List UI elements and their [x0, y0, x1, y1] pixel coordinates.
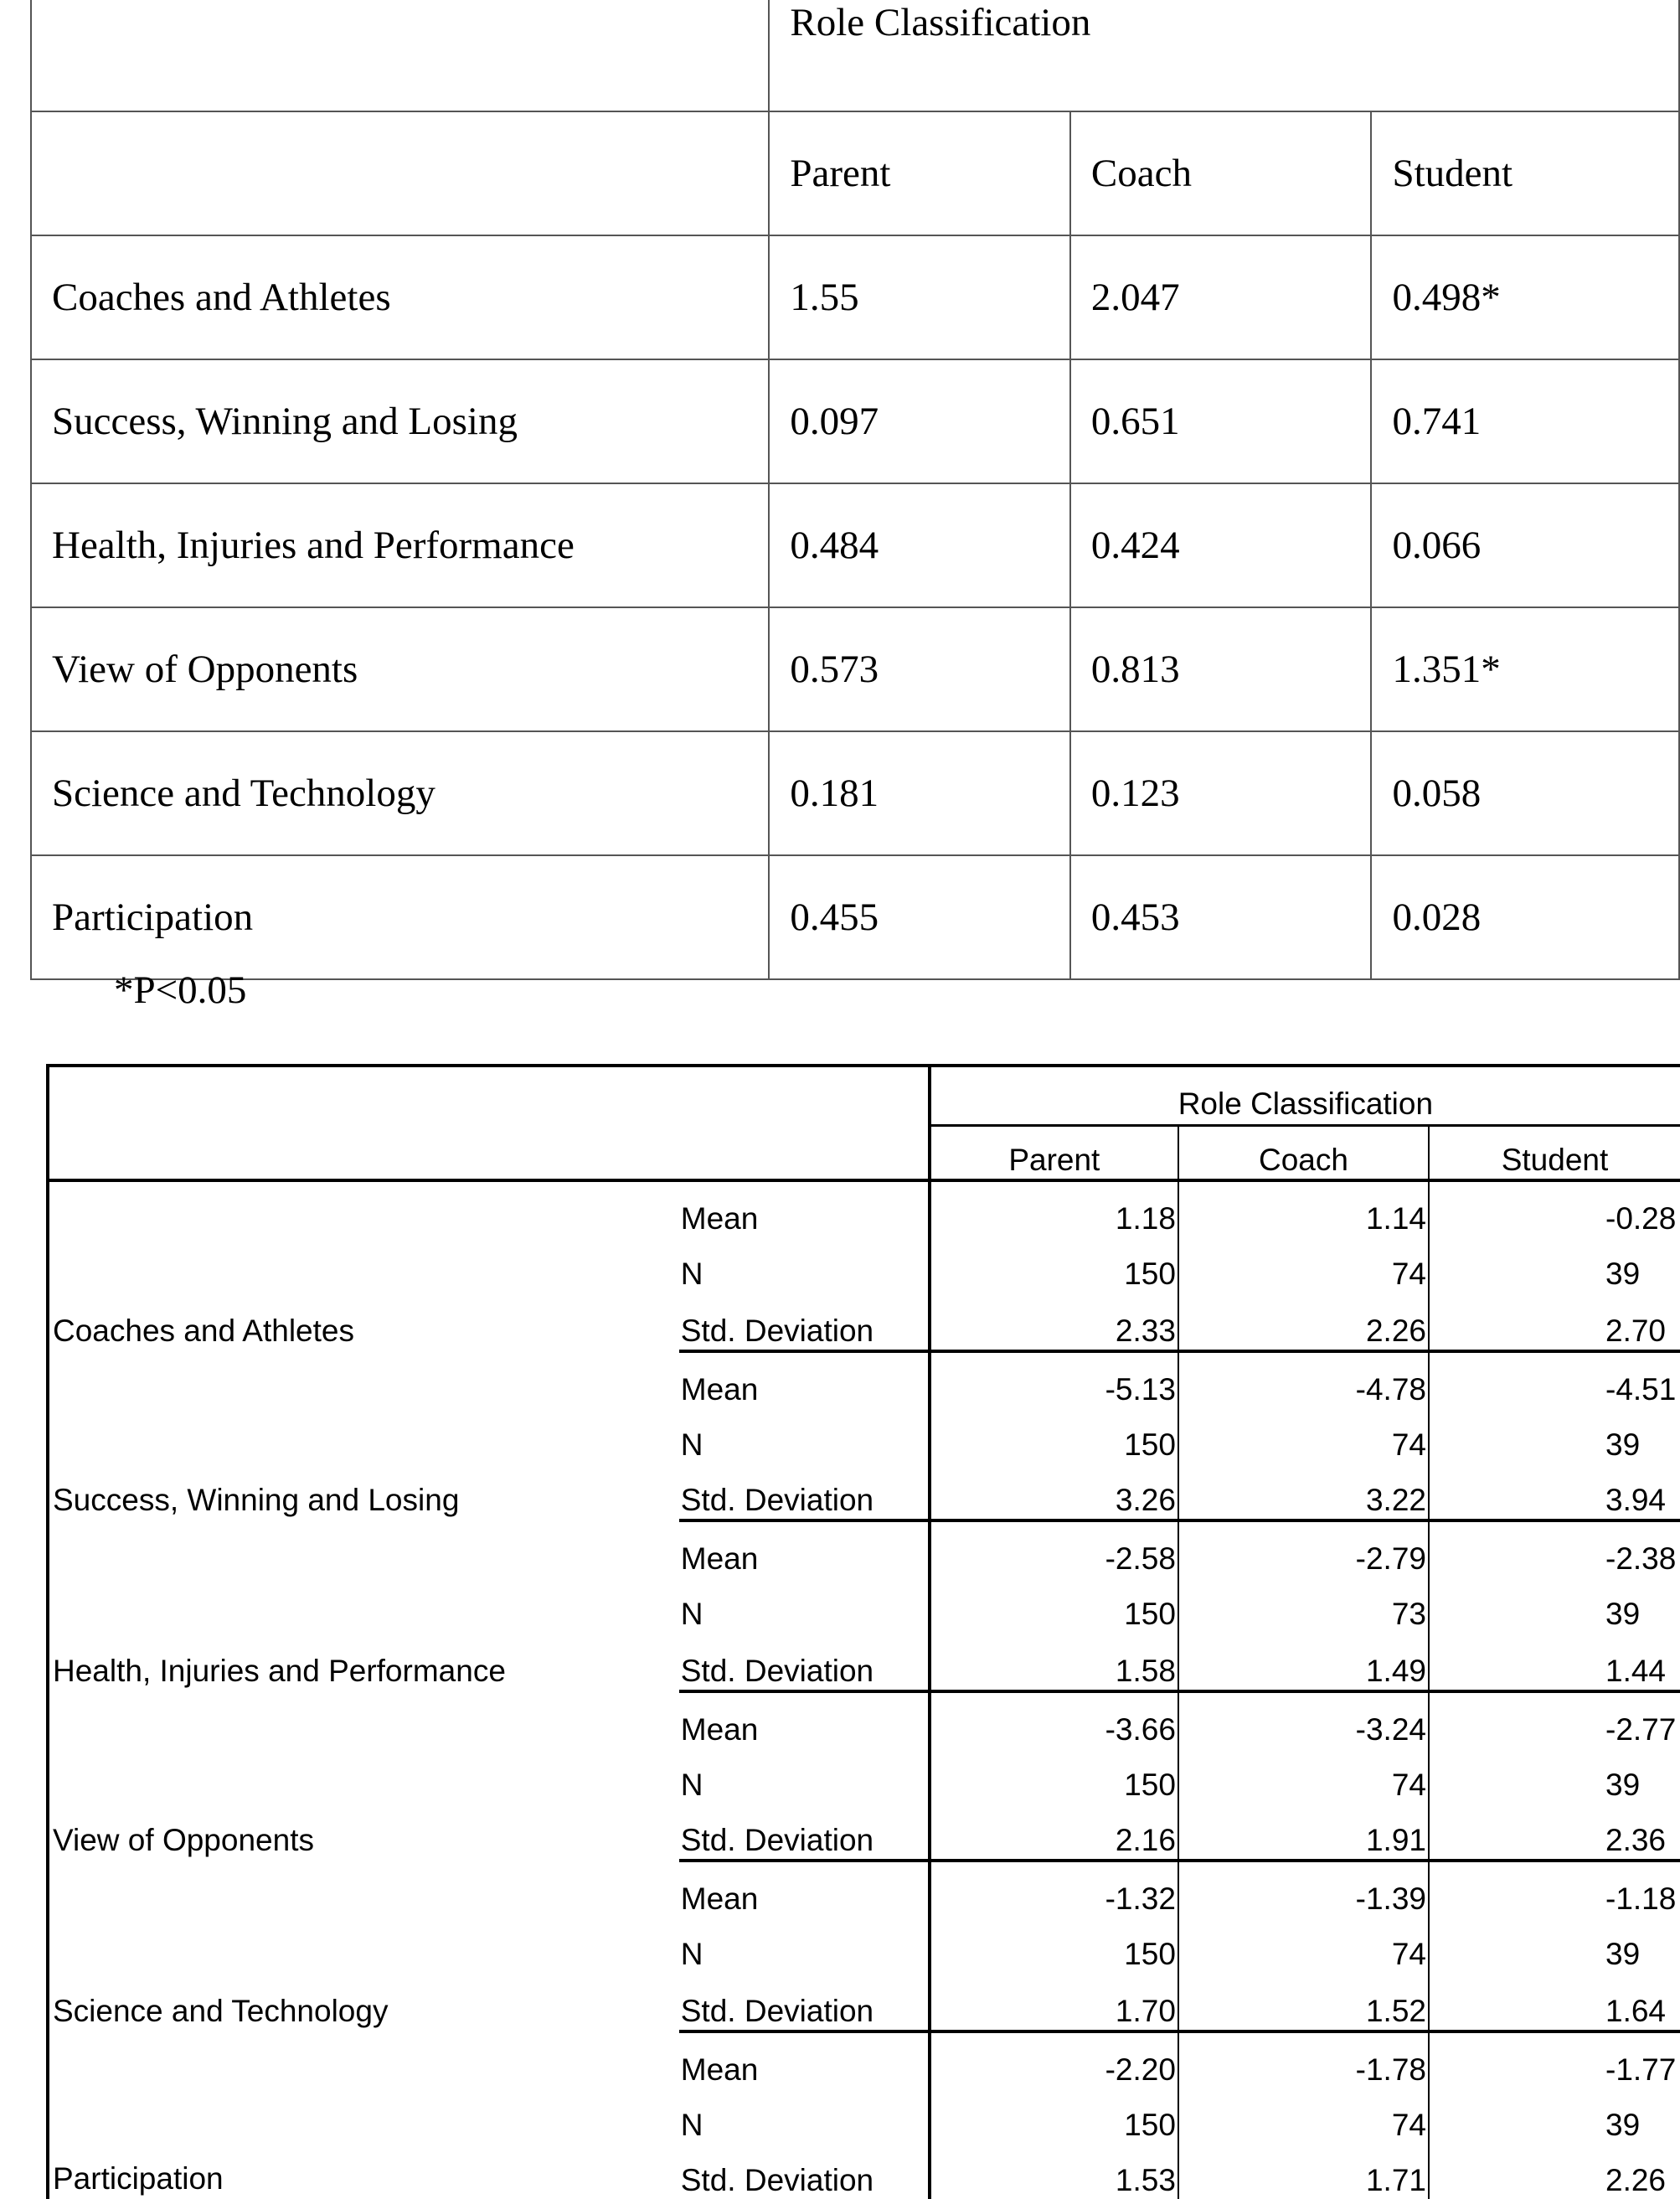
role-classification-header: Role Classification	[769, 0, 1679, 111]
table-row	[48, 1351, 1680, 1408]
cell-value: 39	[1605, 1427, 1641, 1462]
cell-value: 0.058	[1371, 731, 1679, 855]
cell-value: 2.70	[1429, 1293, 1680, 1351]
cell-value: -0.28	[1605, 1201, 1677, 1236]
group-label: View of Opponents	[53, 1823, 314, 1857]
cell-value: -2.79	[1178, 1520, 1429, 1577]
header-row-title	[48, 1066, 1680, 1126]
cell-value: 2.26	[1178, 1293, 1429, 1351]
table-row	[48, 1861, 1680, 1918]
cell-value: 39	[1605, 1597, 1641, 1631]
cell-value: 3.94	[1429, 1463, 1680, 1520]
cell-value: 2.047	[1070, 235, 1372, 359]
significance-footnote: *P<0.05	[114, 968, 247, 1012]
table-row	[31, 359, 1679, 483]
cell-value: -3.66	[930, 1691, 1178, 1748]
stat-label: Mean	[679, 1520, 930, 1577]
cell-value: 0.123	[1070, 731, 1372, 855]
stat-label: Mean	[679, 2031, 930, 2088]
cell-value: -1.32	[930, 1861, 1178, 1918]
cell-value: 1.18	[930, 1180, 1178, 1237]
cell-value: 1.52	[1178, 1973, 1429, 2031]
cell-value: -4.51	[1605, 1372, 1677, 1407]
cell-value: 1.55	[769, 235, 1070, 359]
cell-value: 1.351*	[1371, 607, 1679, 731]
header-row-title	[31, 0, 1679, 111]
stat-label: Mean	[679, 1691, 930, 1748]
cell-value: 150	[930, 2088, 1178, 2144]
group-label: Participation	[53, 2161, 224, 2196]
cell-value: -3.24	[1178, 1691, 1429, 1748]
group-label: Coaches and Athletes	[53, 1314, 354, 1348]
row-label: Health, Injuries and Performance	[31, 483, 769, 607]
cell-value: -1.77	[1605, 2052, 1677, 2087]
cell-value: 150	[930, 1237, 1178, 1293]
stat-label: Std. Deviation	[679, 1463, 930, 1520]
cell-value: -4.78	[1178, 1351, 1429, 1408]
cell-value: 150	[930, 1408, 1178, 1463]
column-header-parent: Parent	[930, 1126, 1178, 1181]
cell-value: 39	[1605, 2108, 1641, 2142]
cell-value: 0.028	[1371, 855, 1679, 979]
table-row	[48, 1180, 1680, 1237]
cell-value: 2.36	[1429, 1804, 1680, 1861]
table-row	[31, 855, 1679, 979]
stat-label: N	[679, 1748, 930, 1804]
cell-value: 0.573	[769, 607, 1070, 731]
cell-value: 150	[930, 1577, 1178, 1633]
column-header-student: Student	[1429, 1126, 1680, 1181]
cell-value: 1.70	[930, 1973, 1178, 2031]
cell-value: -2.77	[1605, 1712, 1677, 1747]
table-row	[31, 235, 1679, 359]
cell-value: 0.066	[1371, 483, 1679, 607]
cell-value: 150	[930, 1748, 1178, 1804]
stat-label: N	[679, 1918, 930, 1973]
cell-value: 0.181	[769, 731, 1070, 855]
cell-value: 1.64	[1429, 1973, 1680, 2031]
table-row	[31, 607, 1679, 731]
cell-value: 39	[1605, 1937, 1641, 1971]
cell-value: 0.498*	[1371, 235, 1679, 359]
cell-value: 74	[1178, 1748, 1429, 1804]
group-label: Health, Injuries and Performance	[53, 1654, 506, 1688]
column-header-student: Student	[1371, 111, 1679, 235]
cell-value: 1.14	[1178, 1180, 1429, 1237]
cell-value: -1.18	[1605, 1882, 1677, 1916]
cell-value: 0.484	[769, 483, 1070, 607]
cell-value: 3.26	[930, 1463, 1178, 1520]
stat-label: Mean	[679, 1861, 930, 1918]
group-label: Success, Winning and Losing	[53, 1483, 460, 1517]
header-row-columns	[31, 111, 1679, 235]
group-label: Science and Technology	[53, 1994, 389, 2028]
table-row	[48, 2031, 1680, 2088]
descriptive-stats-table	[46, 1064, 1680, 2199]
cell-value: 2.33	[930, 1293, 1178, 1351]
table-row	[31, 483, 1679, 607]
cell-value: 74	[1178, 1408, 1429, 1463]
cell-value: 0.453	[1070, 855, 1372, 979]
table-row	[31, 731, 1679, 855]
cell-value: -5.13	[930, 1351, 1178, 1408]
header-blank-cell	[31, 0, 769, 111]
cell-value: 73	[1178, 1577, 1429, 1633]
stat-label: Std. Deviation	[679, 2144, 930, 2199]
cell-value: 0.455	[769, 855, 1070, 979]
cell-value: 150	[930, 1918, 1178, 1973]
stat-label: Std. Deviation	[679, 1293, 930, 1351]
cell-value: 0.097	[769, 359, 1070, 483]
cell-value: 39	[1605, 1257, 1641, 1291]
cell-value: -2.38	[1605, 1541, 1677, 1576]
table-row	[48, 1520, 1680, 1577]
column-header-parent: Parent	[769, 111, 1070, 235]
header-blank-cell	[31, 111, 769, 235]
cell-value: -2.20	[930, 2031, 1178, 2088]
cell-value: 0.741	[1371, 359, 1679, 483]
cell-value: 0.813	[1070, 607, 1372, 731]
cell-value: 1.58	[930, 1633, 1178, 1691]
cell-value: 0.424	[1070, 483, 1372, 607]
cell-value: 1.44	[1429, 1633, 1680, 1691]
cell-value: 1.49	[1178, 1633, 1429, 1691]
cell-value: 2.26	[1605, 2163, 1667, 2197]
stat-label: Std. Deviation	[679, 1973, 930, 2031]
cell-value: 0.651	[1070, 359, 1372, 483]
cell-value: 74	[1178, 1918, 1429, 1973]
column-header-coach: Coach	[1070, 111, 1372, 235]
cell-value: -2.58	[930, 1520, 1178, 1577]
table-row	[48, 1691, 1680, 1748]
significance-table	[30, 0, 1680, 980]
stat-label: N	[679, 2088, 930, 2144]
row-label: View of Opponents	[31, 607, 769, 731]
row-label: Participation	[31, 855, 769, 979]
stat-label: Std. Deviation	[679, 1633, 930, 1691]
column-header-coach: Coach	[1178, 1126, 1429, 1181]
stat-label: Mean	[679, 1351, 930, 1408]
stat-label: N	[679, 1408, 930, 1463]
stat-label: Mean	[679, 1180, 930, 1237]
cell-value: 2.16	[930, 1804, 1178, 1861]
cell-value: 74	[1178, 1237, 1429, 1293]
cell-value: 74	[1178, 2088, 1429, 2144]
cell-value: 1.91	[1178, 1804, 1429, 1861]
cell-value: -1.78	[1178, 2031, 1429, 2088]
cell-value: 1.53	[930, 2144, 1178, 2199]
cell-value: 3.22	[1178, 1463, 1429, 1520]
cell-value: 39	[1605, 1768, 1641, 1802]
cell-value: -1.39	[1178, 1861, 1429, 1918]
row-label: Science and Technology	[31, 731, 769, 855]
row-label: Success, Winning and Losing	[31, 359, 769, 483]
stat-label: Std. Deviation	[679, 1804, 930, 1861]
role-classification-header: Role Classification	[930, 1066, 1680, 1126]
cell-value: 1.71	[1178, 2144, 1429, 2199]
header-blank-cell	[48, 1066, 930, 1180]
stat-label: N	[679, 1577, 930, 1633]
row-label: Coaches and Athletes	[31, 235, 769, 359]
stat-label: N	[679, 1237, 930, 1293]
